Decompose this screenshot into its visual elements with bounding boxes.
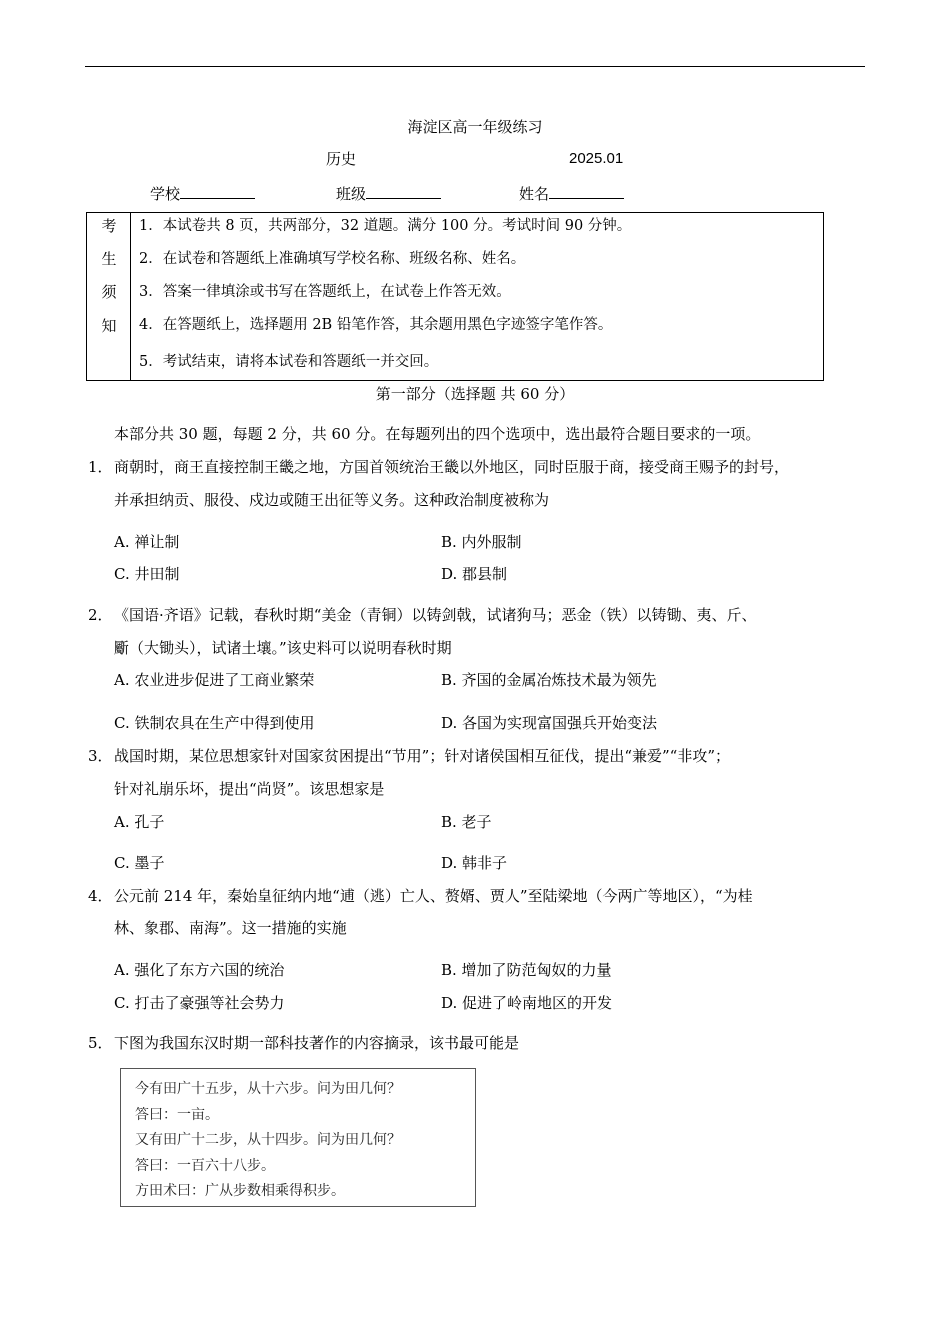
school-label: 学校 (150, 185, 181, 203)
option-b[interactable]: B. 增加了防范匈奴的力量 (441, 961, 612, 979)
notice-item: 2．在试卷和答题纸上准确填写学校名称、班级名称、姓名。 (139, 251, 526, 267)
option-c[interactable]: C. 打击了豪强等社会势力 (114, 994, 285, 1012)
exam-title: 海淀区高一年级练习 (407, 118, 543, 136)
subject-label: 历史 (326, 150, 357, 168)
option-d[interactable]: D. 韩非子 (441, 854, 508, 872)
notice-side-label (87, 213, 131, 380)
exam-date: 2025.01 (569, 150, 624, 167)
option-c[interactable]: C. 铁制农具在生产中得到使用 (114, 714, 315, 732)
class-blank[interactable] (366, 182, 441, 199)
notice-side-char: 须 (101, 283, 117, 301)
ancient-text-excerpt (120, 1068, 476, 1207)
option-b[interactable]: B. 齐国的金属冶炼技术最为领先 (441, 671, 657, 689)
question-number: 2． (88, 606, 113, 624)
name-label: 姓名 (519, 185, 550, 203)
notice-item: 1．本试卷共 8 页，共两部分，32 道题。满分 100 分。考试时间 90 分钟。 (139, 218, 632, 234)
candidate-notice-box (86, 212, 824, 381)
question-number: 3． (88, 747, 113, 765)
question-text: 斸（大锄头），试诸土壤。”该史料可以说明春秋时期 (114, 639, 452, 657)
option-a[interactable]: A. 孔子 (114, 813, 165, 831)
excerpt-line: 方田术曰：广从步数相乘得积步。 (135, 1183, 345, 1199)
name-field[interactable] (519, 182, 624, 204)
name-blank[interactable] (549, 182, 624, 199)
question-text: 针对礼崩乐坏，提出“尚贤”。该思想家是 (114, 780, 385, 798)
excerpt-line: 今有田广十五步，从十六步。问为田几何？ (135, 1081, 401, 1097)
question-text: 战国时期，某位思想家针对国家贫困提出“节用”；针对诸侯国相互征伐，提出“兼爱”“非攻”； (114, 747, 731, 765)
question-number: 5． (88, 1034, 113, 1052)
notice-item: 5．考试结束，请将本试卷和答题纸一并交回。 (139, 354, 439, 370)
option-b[interactable]: B. 老子 (441, 813, 492, 831)
part1-instruction: 本部分共 30 题，每题 2 分，共 60 分。在每题列出的四个选项中，选出最符合题目要求的一项。 (114, 425, 761, 443)
notice-side-char: 生 (101, 250, 117, 268)
school-blank[interactable] (180, 182, 255, 199)
option-d[interactable]: D. 促进了岭南地区的开发 (441, 994, 613, 1012)
option-c[interactable]: C. 井田制 (114, 565, 180, 583)
top-rule (85, 66, 865, 67)
question-text: 并承担纳贡、服役、戍边或随王出征等义务。这种政治制度被称为 (114, 491, 550, 509)
option-c[interactable]: C. 墨子 (114, 854, 165, 872)
question-number: 1． (88, 458, 113, 476)
notice-item: 3．答案一律填涂或书写在答题纸上，在试卷上作答无效。 (139, 284, 511, 300)
class-field[interactable] (336, 182, 441, 204)
notice-side-char: 考 (101, 217, 117, 235)
excerpt-line: 又有田广十二步，从十四步。问为田几何？ (135, 1132, 401, 1148)
notice-side-char: 知 (101, 317, 117, 335)
question-text: 《国语·齐语》记载，春秋时期“美金（青铜）以铸剑戟，试诸狗马；恶金（铁）以铸锄、夷、斤、 (114, 606, 757, 624)
excerpt-line: 答曰：一百六十八步。 (135, 1158, 275, 1174)
question-text: 下图为我国东汉时期一部科技著作的内容摘录，该书最可能是 (114, 1034, 520, 1052)
option-a[interactable]: A. 农业进步促进了工商业繁荣 (114, 671, 315, 689)
option-d[interactable]: D. 各国为实现富国强兵开始变法 (441, 714, 658, 732)
option-d[interactable]: D. 郡县制 (441, 565, 508, 583)
question-text: 林、象郡、南海”。这一措施的实施 (114, 919, 347, 937)
option-a[interactable]: A. 禅让制 (114, 533, 180, 551)
option-a[interactable]: A. 强化了东方六国的统治 (114, 961, 285, 979)
notice-item: 4．在答题纸上，选择题用 2B 铅笔作答，其余题用黑色字迹签字笔作答。 (139, 317, 613, 333)
question-text: 商朝时，商王直接控制王畿之地，方国首领统治王畿以外地区，同时臣服于商，接受商王赐予的封号， (114, 458, 790, 476)
excerpt-line: 答曰：一亩。 (135, 1107, 219, 1123)
school-field[interactable] (150, 182, 255, 204)
class-label: 班级 (336, 185, 367, 203)
option-b[interactable]: B. 内外服制 (441, 533, 522, 551)
question-number: 4． (88, 887, 113, 905)
part1-heading: 第一部分（选择题 共 60 分） (375, 385, 575, 403)
question-text: 公元前 214 年，秦始皇征纳内地“逋（逃）亡人、赘婿、贾人”至陆梁地（今两广等地区），“为桂 (114, 887, 753, 905)
